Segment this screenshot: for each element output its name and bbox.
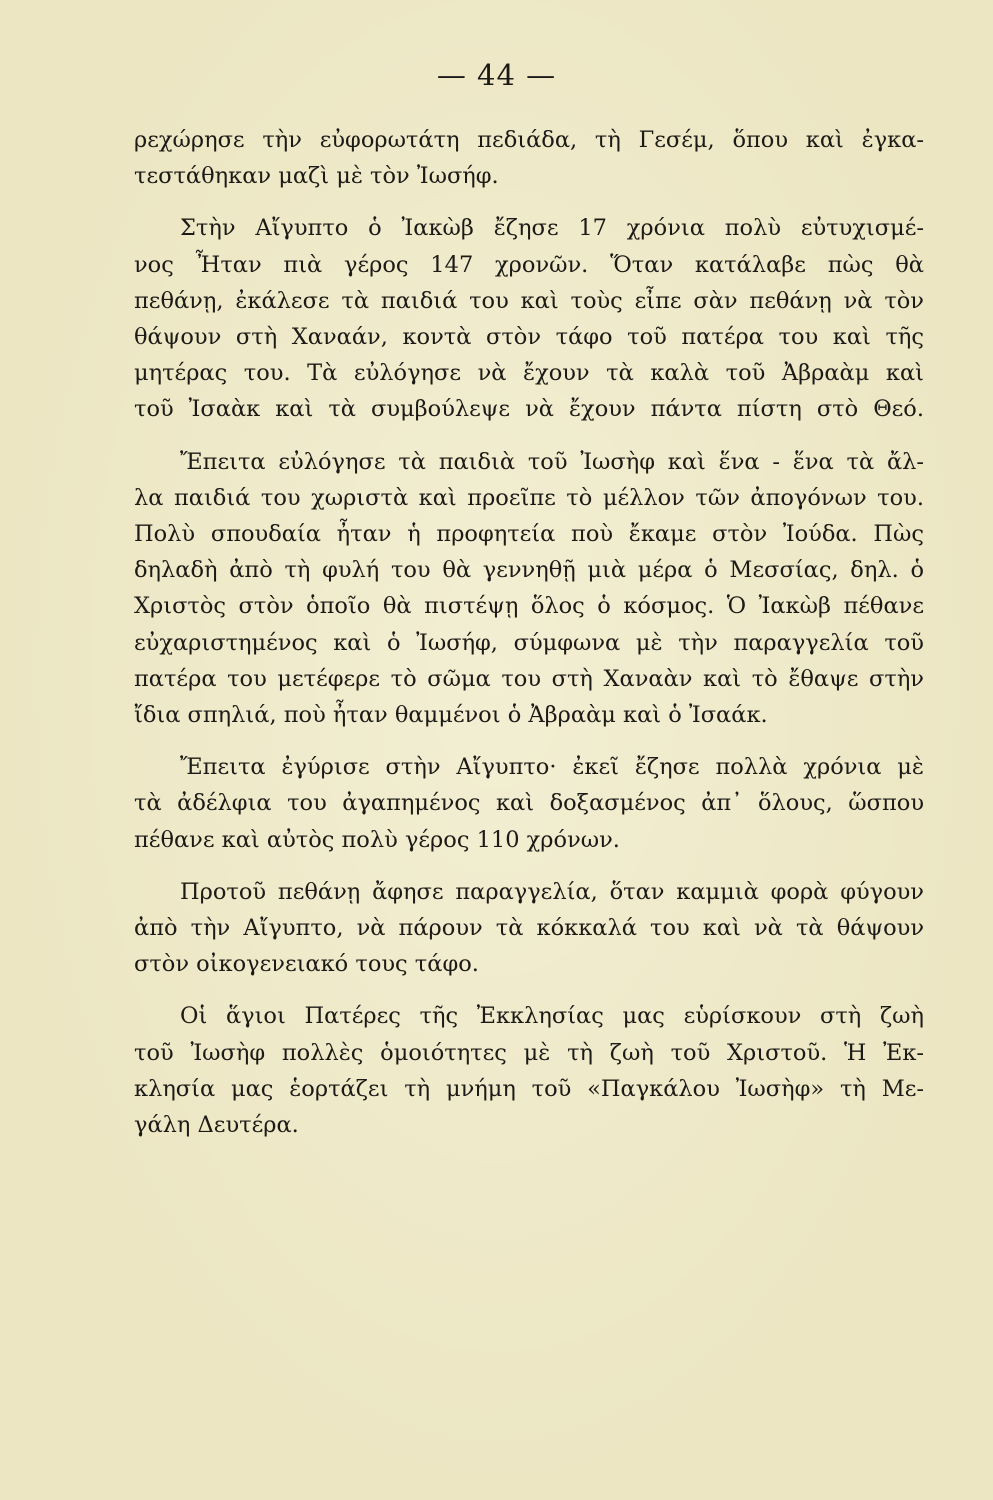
- paragraph: [134, 122, 924, 194]
- text-line: Οἱ ἅγιοι Πατέρες τῆς Ἐκκλησίας μας εὑρίσκουν στὴ ζωὴ: [180, 1003, 924, 1030]
- text-line: ἀπὸ τὴν Αἴγυπτο, νὰ πάρουν τὰ κόκκαλά του καὶ νὰ τὰ θάψουν: [134, 915, 924, 942]
- text-line: εὐχαριστημένος καὶ ὁ Ἰωσήφ, σύμφωνα μὲ τὴν παραγγελία τοῦ: [134, 629, 924, 656]
- text-line: ἴδια σπηλιά, ποὺ ἦταν θαμμένοι ὁ Ἀβραὰμ καὶ ὁ Ἰσαάκ.: [134, 702, 768, 729]
- text-line: στὸν οἰκογενειακό τους τάφο.: [134, 951, 479, 978]
- text-line: κλησία μας ἑορτάζει τὴ μνήμη τοῦ «Παγκάλου Ἰωσὴφ» τὴ Με-: [134, 1075, 924, 1102]
- text-line: θάψουν στὴ Χαναάν, κοντὰ στὸν τάφο τοῦ πατέρα του καὶ τῆς: [134, 324, 924, 351]
- text-line: τεστάθηκαν μαζὶ μὲ τὸν Ἰωσήφ.: [134, 163, 499, 190]
- text-line: νος Ἦταν πιὰ γέρος 147 χρονῶν. Ὅταν κατάλαβε πὼς θὰ: [134, 251, 924, 278]
- text-line: λα παιδιά του χωριστὰ καὶ προεῖπε τὸ μέλλον τῶν ἀπογόνων του.: [134, 484, 924, 511]
- paragraph: [134, 998, 924, 1143]
- text-line: Ἔπειτα ἐγύρισε στὴν Αἴγυπτο· ἐκεῖ ἔζησε πολλὰ χρόνια μὲ: [180, 754, 924, 781]
- page-number: — 44 —: [436, 58, 557, 92]
- text-line: ρεχώρησε τὴν εὐφορωτάτη πεδιάδα, τὴ Γεσέμ, ὅπου καὶ ἐγκα-: [134, 127, 924, 153]
- text-line: Στὴν Αἴγυπτο ὁ Ἰακὼβ ἔζησε 17 χρόνια πολὺ εὐτυχισμέ-: [180, 215, 924, 242]
- text-line: Χριστὸς στὸν ὁποῖο θὰ πιστέψῃ ὅλος ὁ κόσμος. Ὁ Ἰακὼβ πέθανε: [134, 593, 924, 620]
- text-line: Πολὺ σπουδαία ἦταν ἡ προφητεία ποὺ ἔκαμε στὸν Ἰούδα. Πὼς: [134, 521, 924, 548]
- paragraph: [134, 874, 924, 983]
- text-line: τὰ ἀδέλφια του ἀγαπημένος καὶ δοξασμένος ἀπ᾿ ὅλους, ὥσπου: [134, 790, 924, 817]
- paragraph: [134, 210, 924, 427]
- text-line: τοῦ Ἰσαὰκ καὶ τὰ συμβούλεψε νὰ ἔχουν πάντα πίστη στὸ Θεό.: [134, 396, 924, 423]
- text-line: τοῦ Ἰωσὴφ πολλὲς ὁμοιότητες μὲ τὴ ζωὴ τοῦ Χριστοῦ. Ἡ Ἐκ-: [134, 1039, 924, 1066]
- text-line: πατέρα του μετέφερε τὸ σῶμα του στὴ Χαναὰν καὶ τὸ ἔθαψε στὴν: [134, 665, 924, 692]
- paragraph: [134, 444, 924, 734]
- text-line: μητέρας του. Τὰ εὐλόγησε νὰ ἔχουν τὰ καλὰ τοῦ Ἀβραὰμ καὶ: [134, 360, 924, 387]
- text-line: γάλη Δευτέρα.: [134, 1112, 299, 1139]
- text-line: Προτοῦ πεθάνῃ ἄφησε παραγγελία, ὅταν καμμιὰ φορὰ φύγουν: [180, 878, 924, 905]
- text-line: πεθάνῃ, ἐκάλεσε τὰ παιδιά του καὶ τοὺς εἶπε σὰν πεθάνῃ νὰ τὸν: [134, 287, 924, 314]
- text-line: Ἔπειτα εὐλόγησε τὰ παιδιὰ τοῦ Ἰωσὴφ καὶ ἕνα - ἕνα τὰ ἄλ-: [180, 448, 924, 475]
- paragraph: [134, 749, 924, 858]
- body-text: [134, 122, 924, 1159]
- text-line: πέθανε καὶ αὐτὸς πολὺ γέρος 110 χρόνων.: [134, 826, 620, 853]
- text-line: δηλαδὴ ἀπὸ τὴ φυλή του θὰ γεννηθῇ μιὰ μέρα ὁ Μεσσίας, δηλ. ὁ: [134, 557, 924, 584]
